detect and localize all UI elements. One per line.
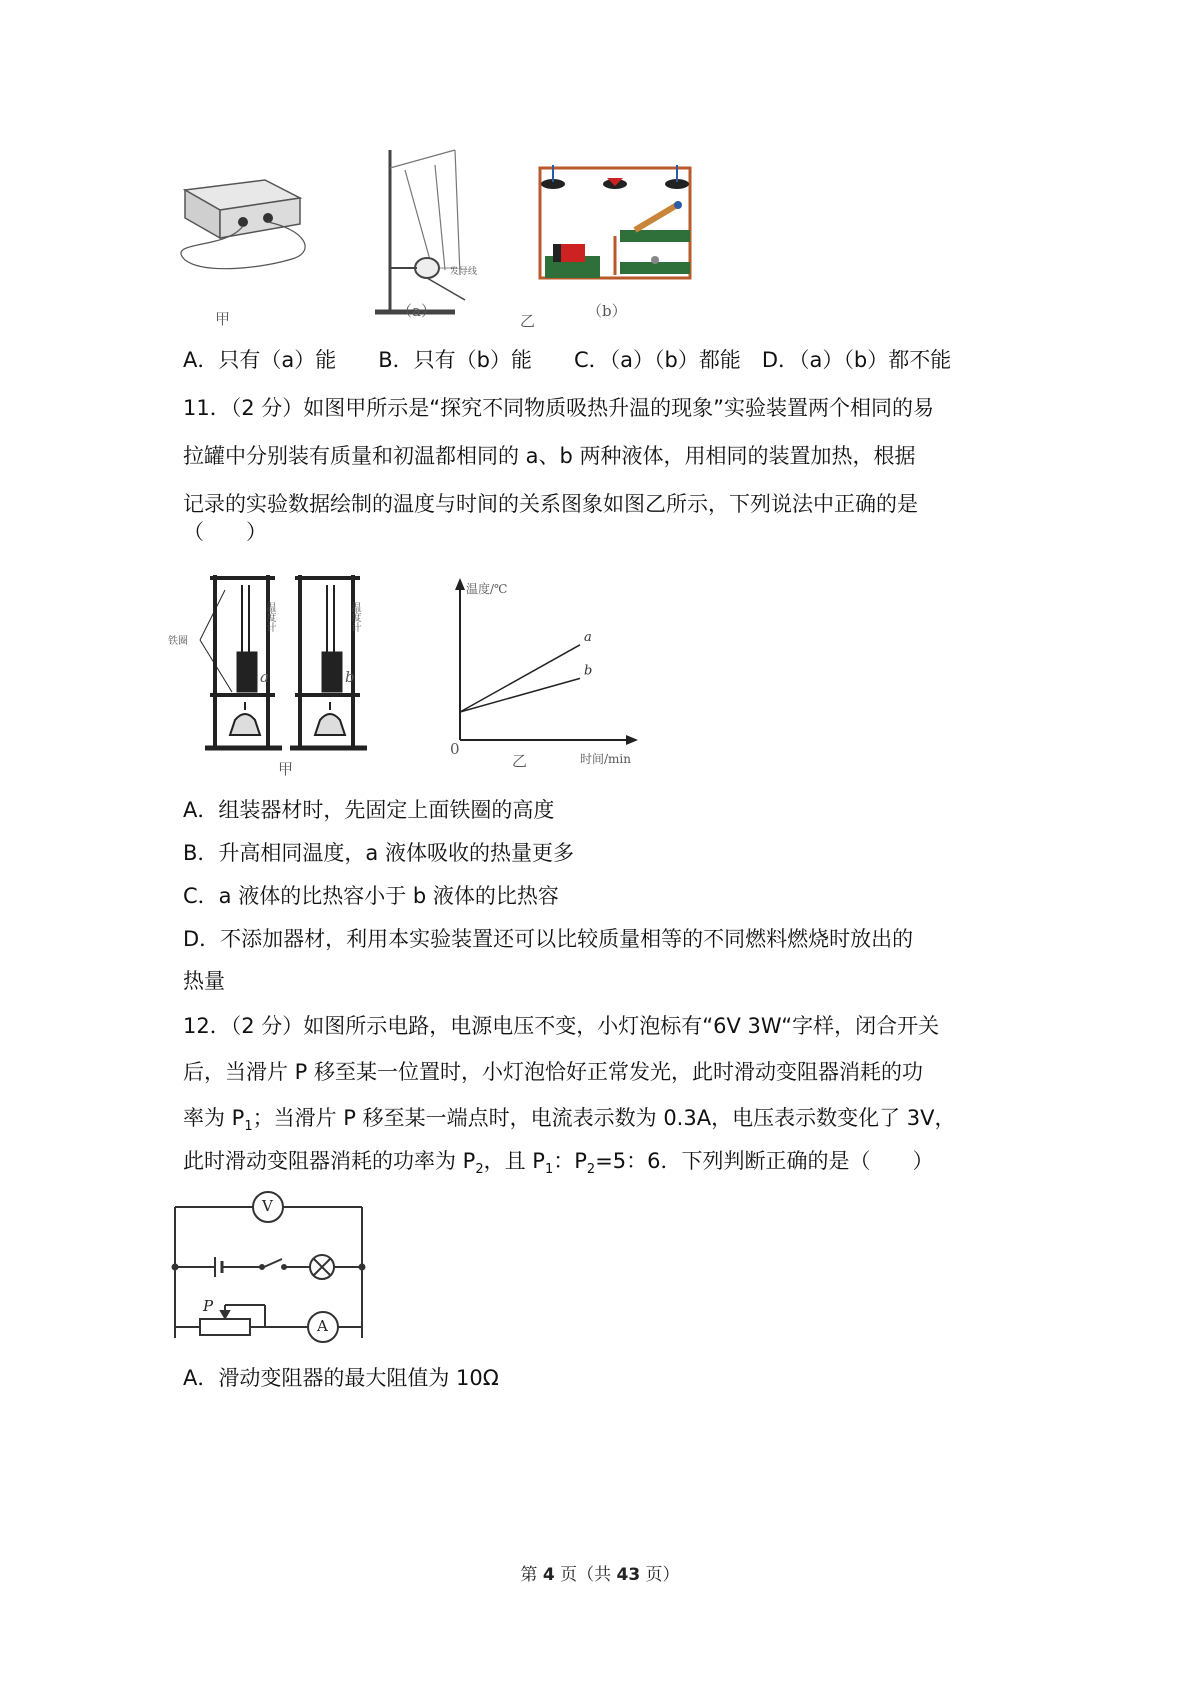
- series-label-b: b: [584, 663, 593, 679]
- q11-option-a: A．组装器材时，先固定上面铁圈的高度: [183, 798, 555, 822]
- series-label-a: a: [584, 629, 592, 645]
- stand-apparatus: [375, 150, 465, 312]
- q10-options: A．只有（a）能 B．只有（b）能 C．（a）（b）都能 D．（a）（b）都不能: [183, 348, 952, 372]
- q11-temperature-chart: [430, 570, 650, 780]
- fig-caption-yi: 乙: [520, 312, 536, 330]
- page-number: 4: [542, 1565, 555, 1585]
- caption-yi: 乙: [512, 752, 528, 770]
- q10-figure: [165, 140, 735, 330]
- page-total: 43: [616, 1565, 641, 1585]
- slider-label: P: [203, 1297, 214, 1315]
- q11-option-d: D．不添加器材，利用本实验装置还可以比较质量相等的不同燃料燃烧时放出的: [183, 927, 914, 951]
- q11-stem-line-1: 11．（2 分）如图甲所示是“探究不同物质吸热升温的现象”实验装置两个相同的易: [183, 396, 935, 420]
- power-supply-box: [181, 180, 305, 269]
- voltmeter-symbol: V: [262, 1197, 273, 1215]
- q11-option-b: B．升高相同温度，a 液体吸收的热量更多: [183, 841, 574, 865]
- q12-stem-line-3: 率为 $P_1$；当滑片 P 移至某一端点时，电流表示数为 0.3A，电压表示数变化了 3V，: [183, 1106, 956, 1135]
- fig-caption-jia: 甲: [215, 310, 231, 328]
- q11-option-c: C．a 液体的比热容小于 b 液体的比热容: [183, 884, 559, 908]
- q10-figure-drawing: [165, 140, 735, 330]
- q11-stem-line-2: 拉罐中分别装有质量和初温都相同的 a、b 两种液体，用相同的装置加热，根据: [183, 444, 916, 468]
- q12-option-a: A．滑动变阻器的最大阻值为 10Ω: [183, 1366, 499, 1390]
- thermometer-label-left: 温度计: [264, 602, 275, 632]
- page-footer: 第 4 页（共 43 页）: [520, 1565, 680, 1585]
- q11-apparatus-drawing: [170, 570, 420, 780]
- y-axis-arrow: [455, 578, 465, 590]
- origin-label: 0: [450, 740, 460, 758]
- y-axis-label: 温度/℃: [466, 582, 508, 596]
- q12-stem-line-4: 此时滑动变阻器消耗的功率为 $P_2$，且 $P_1$：$P_2=5$：6．下列判断正确的是（ ）: [183, 1149, 934, 1178]
- fig-caption-b: （b）: [587, 302, 627, 320]
- temperature-time-chart: [430, 570, 650, 780]
- q11-stem-line-4: （ ）: [183, 520, 267, 544]
- q12-stem-line-2: 后，当滑片 P 移至某一位置时，小灯泡恰好正常发光，此时滑动变阻器消耗的功: [183, 1060, 924, 1084]
- series-line-a: [460, 645, 580, 712]
- ammeter-symbol: A: [317, 1317, 328, 1335]
- probe-label: 发导线: [450, 267, 478, 277]
- thermometer-label-right: 温度计: [349, 602, 360, 632]
- series-line-b: [460, 678, 580, 712]
- x-axis-arrow: [626, 735, 638, 745]
- q12-stem-line-1: 12．（2 分）如图所示电路，电源电压不变，小灯泡标有“6V 3W“字样，闭合开关: [183, 1014, 940, 1038]
- q11-stem-line-3: 记录的实验数据绘制的温度与时间的关系图象如图乙所示，下列说法中正确的是: [183, 492, 918, 516]
- x-axis-label: 时间/min: [580, 752, 631, 766]
- circuit-drawing: [170, 1185, 380, 1350]
- caption-jia: 甲: [278, 760, 294, 778]
- can-a-label: a: [260, 668, 269, 686]
- q11-option-d-cont: 热量: [183, 969, 225, 993]
- circuit-board: [540, 165, 690, 278]
- q12-circuit-diagram: [170, 1185, 380, 1350]
- q11-apparatus-figure: [170, 570, 420, 780]
- fig-caption-a: （a）: [397, 302, 436, 320]
- iron-ring-label: 铁圈: [168, 636, 188, 647]
- can-b-label: b: [345, 668, 355, 686]
